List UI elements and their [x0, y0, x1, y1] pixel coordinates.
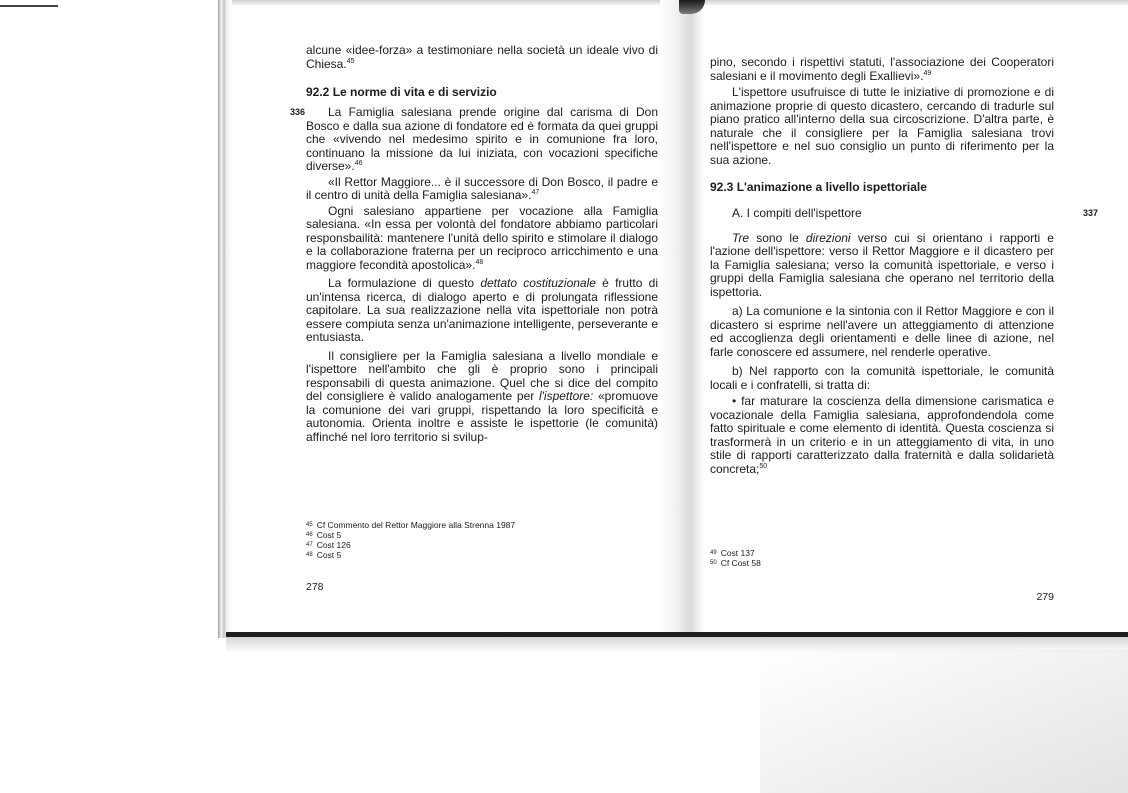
footnote: $^{46}$ Cost 5	[306, 530, 342, 540]
paragraph: pino, secondo i rispettivi statuti, l'associazione dei Cooperatori salesiani e il movimento degli Exallievi».$^{49}$	[710, 55, 1054, 83]
footnote: $^{48}$ Cost 5	[306, 550, 342, 560]
page-number: 279	[1036, 591, 1054, 603]
footnote: $^{49}$ Cost 137	[710, 548, 755, 558]
scan-shade	[760, 650, 1128, 793]
footnote: $^{47}$ Cost 126	[306, 540, 351, 550]
book-spine-shadow	[660, 0, 704, 638]
left-page	[290, 43, 659, 593]
footnotes	[710, 548, 761, 568]
right-page	[710, 55, 1098, 603]
section-heading: 92.2 Le norme di vita e di servizio	[306, 85, 497, 99]
footnote: $^{45}$ Cf Commento del Rettor Maggiore alla Strenna 1987	[306, 520, 516, 530]
paragraph: La Famiglia salesiana prende origine dal carisma di Don Bosco e dalla sua azione di fondatore ed è formata da quei gruppi che «vivendo nel medesimo spirito e in comunione fra loro, continuano la missione da lui iniziata, con vocazioni specifiche diverse».$^{46}$	[306, 105, 658, 173]
paragraph: L'ispettore usufruisce di tutte le iniziative di promozione e di animazione proprie di questo dicastero, cercando di tradurle sul piano pratico all'interno della sua circoscrizione. D'altra parte, è naturale che il consigliere per la Famiglia salesiana trovi nell'ispettore e nel suo consiglio un punto di riferimento per la sua azione.	[710, 85, 1054, 167]
bullet-mark: •	[732, 394, 737, 408]
paragraph: «Il Rettor Maggiore... è il successore di Don Bosco, il padre e il centro di unità della Famiglia salesiana».$^{47}$	[306, 174, 658, 202]
margin-number: 336	[290, 107, 306, 117]
paragraph: Ogni salesiano appartiene per vocazione alla Famiglia salesiana. «In essa per volontà del fondatore abbiamo particolari responsbailità: mantenere l'unità dello spirito e stimolare il dialogo e la collaborazione fraterna per un reciproco arricchimento e una maggiore fecondità apostolica».$^{48}$	[306, 203, 658, 272]
bullet-paragraph: • far maturare la coscienza della dimensione carismatica e vocazionale della Famiglia salesiana, approfondendola come fatto spirituale e come elemento di identità. Questa coscienza si trasformerà in un criterio e in un atteggiamento di vita, in uno stile di rapporti caratterizzato dalla fraternità e dalla solidarietà concreta;$^{50}$	[710, 394, 1054, 476]
footnotes	[306, 520, 515, 560]
subsection	[710, 206, 1098, 221]
scan-edge-line	[0, 5, 58, 7]
section-body	[290, 105, 659, 444]
intro-paragraph: alcune «idee-forza» a testimoniare nella società un ideale vivo di Chiesa.$^{45}$	[306, 43, 658, 71]
paragraph: b) Nel rapporto con la comunità ispettoriale, le comunità locali e i confratelli, si tratta di:	[710, 364, 1054, 392]
paragraph: Il consigliere per la Famiglia salesiana a livello mondiale e l'ispettore nell'ambito che gli è proprio sono i principali responsabili di questa animazione. Quel che si dice del compito del consigliere è valido analogamente per l'ispettore: «promuove la comunione dei vari gruppi, rispettando la loro specificità e autonomia. Orienta inoltre e assiste le ispettorie (le comunità) affinché nel loro territorio si svilup-	[306, 348, 659, 444]
page-edge-shadow	[218, 0, 232, 638]
page-number: 278	[306, 581, 324, 593]
footnote: $^{50}$ Cf Cost 58	[710, 558, 761, 568]
subsection-heading: A. I compiti dell'ispettore	[732, 206, 862, 220]
paragraph: La formulazione di questo dettato costituzionale è frutto di un'intensa ricerca, di dialogo aperto e di prolungata riflessione capitolare. La sua realizzazione nella vita ispettoriale non potrà essere compiuta senza un'animazione intelligente, perseverante e entusiasta.	[306, 276, 658, 344]
paragraph: Tre sono le direzioni verso cui si orientano i rapporti e l'azione dell'ispettore: verso il Rettor Maggiore e il dicastero per la Famiglia salesiana; verso la comunità ispettoriale, e verso i gruppi della Famiglia salesiana che operano nel territorio della ispettoria.	[710, 230, 1054, 299]
paragraph: a) La comunione e la sintonia con il Rettor Maggiore e con il dicastero si esprime nell'avere un atteggiamento di attenzione ed accoglienza degli orientamenti e delle linee di azione, nel farle conoscere ed assumere, nel renderle operative.	[710, 304, 1054, 359]
section-heading: 92.3 L'animazione a livello ispettoriale	[710, 180, 927, 194]
margin-number: 337	[1082, 208, 1098, 218]
